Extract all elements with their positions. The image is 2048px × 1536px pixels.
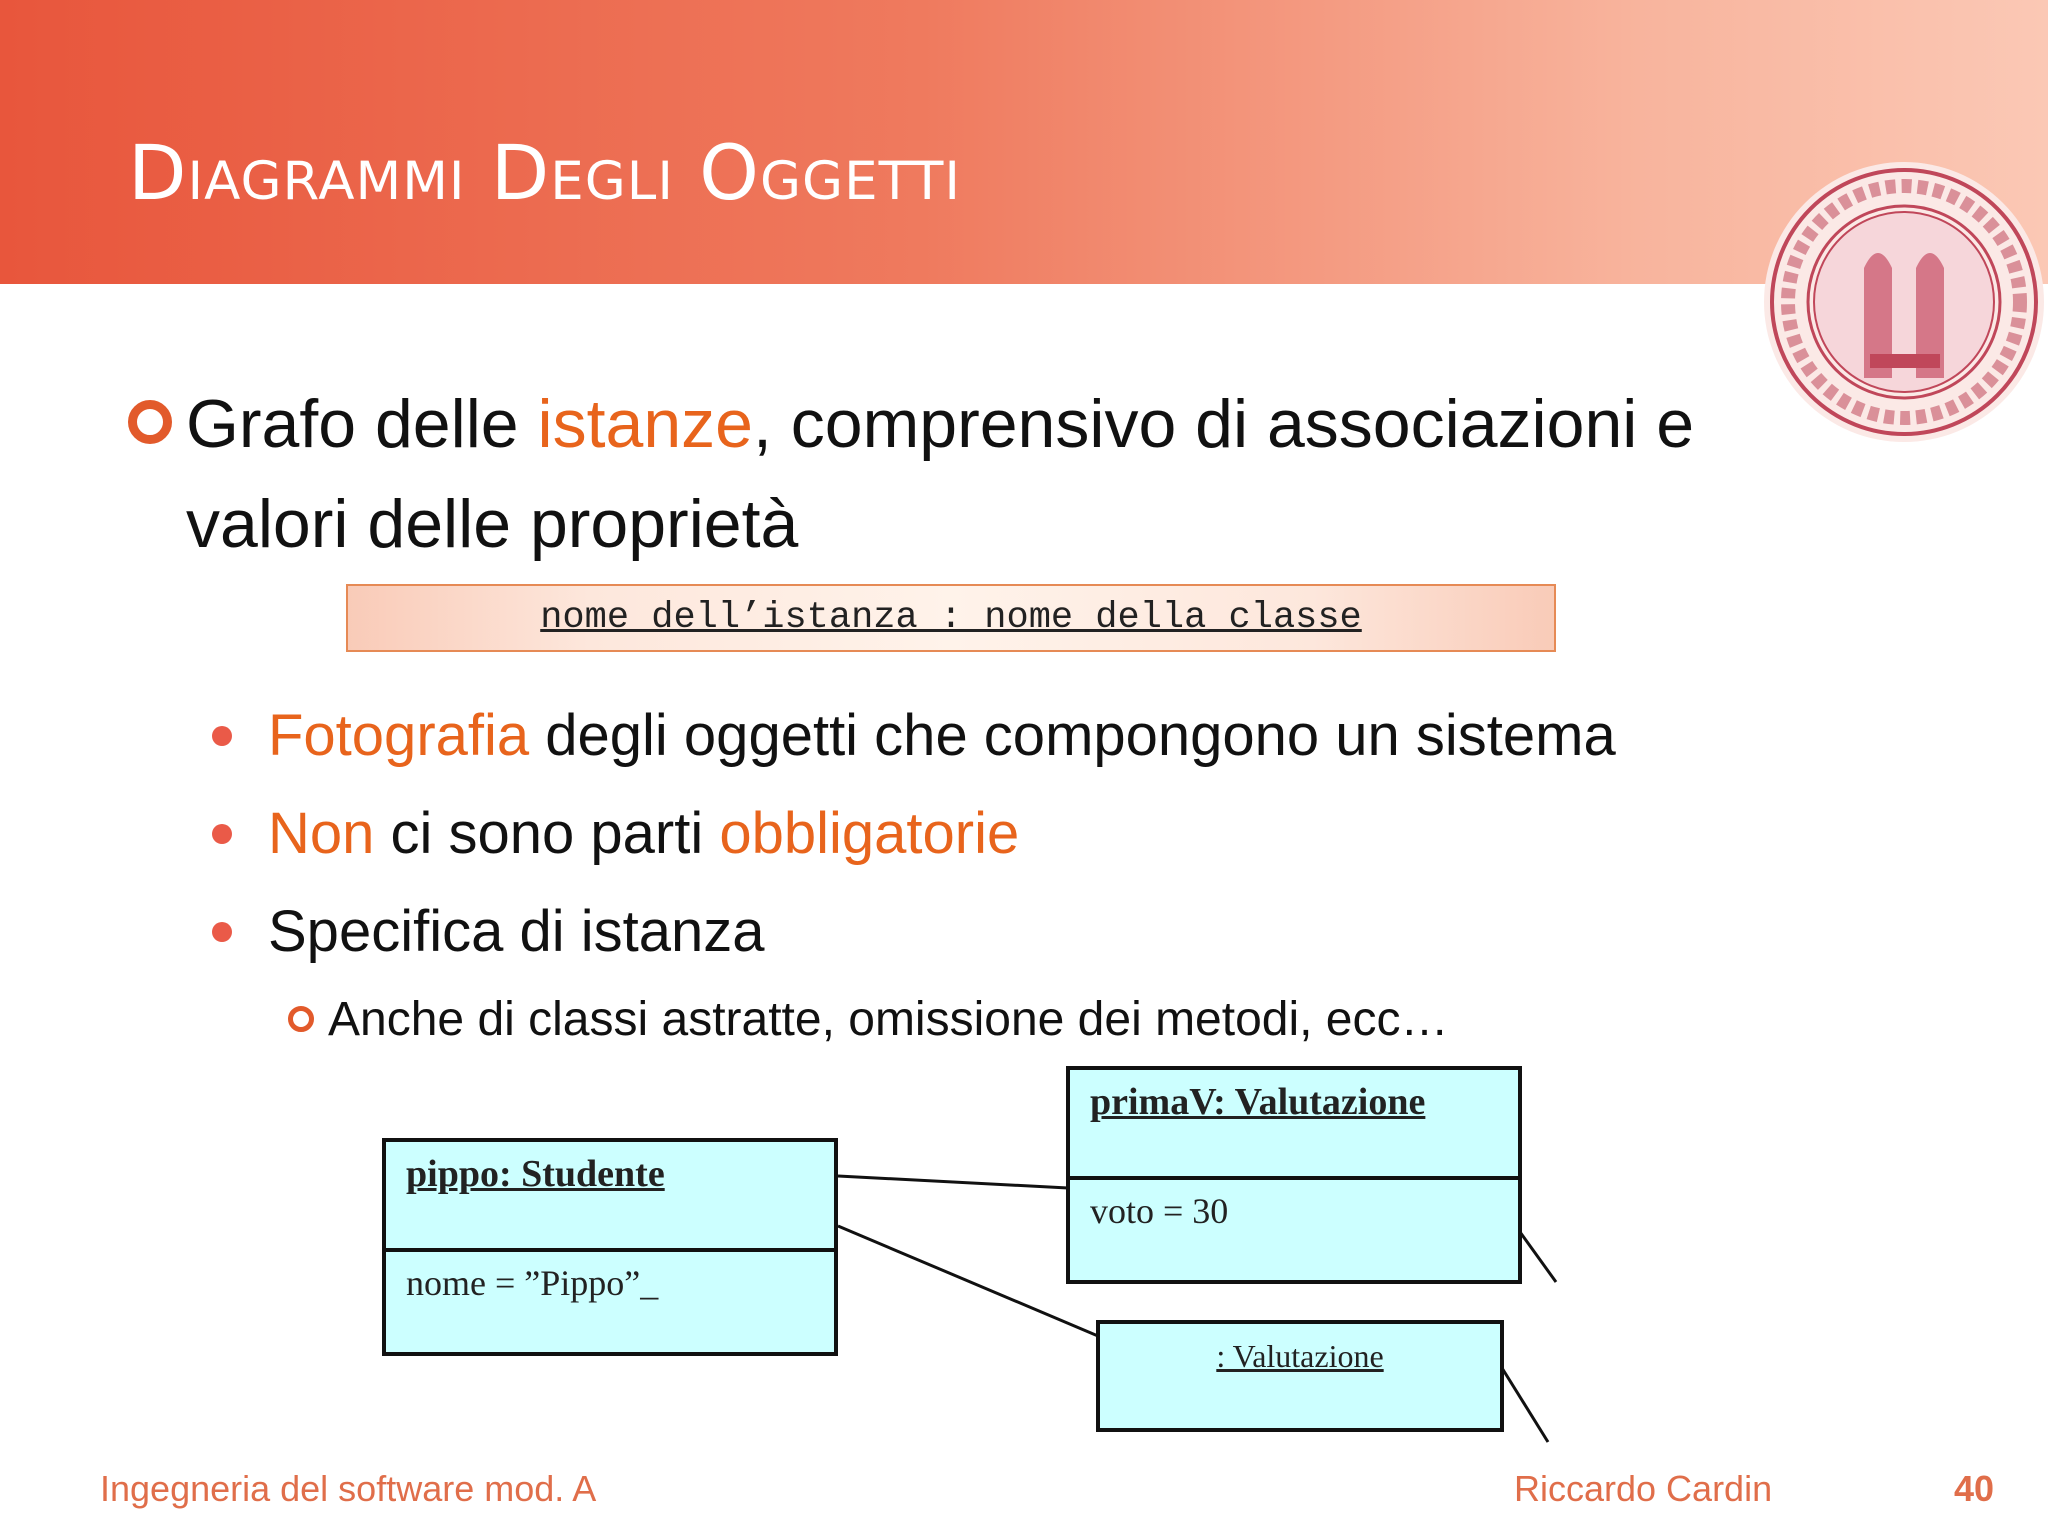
link-primaV-out	[1520, 1232, 1556, 1282]
object-attribute: nome = ”Pippo”_	[406, 1263, 659, 1303]
object-pippo-studente	[382, 1138, 838, 1356]
link-student-primaV	[838, 1176, 1068, 1188]
object-name: primaV: Valutazione	[1090, 1081, 1426, 1123]
instance-notation-text: nome dell’istanza : nome della classe	[540, 597, 1362, 639]
highlight-istanze: istanze	[537, 386, 753, 462]
object-attribute: voto = 30	[1090, 1191, 1229, 1231]
object-name: : Valutazione	[1216, 1338, 1384, 1374]
footer-course: Ingegneria del software mod. A	[100, 1468, 597, 1509]
footer-author: Riccardo Cardin	[1514, 1468, 1773, 1509]
link-student-valutazione	[838, 1226, 1098, 1336]
page-number: 40	[1954, 1468, 1995, 1509]
link-valutazione-out	[1502, 1368, 1548, 1442]
slide-title: Diagrammi Degli Oggetti	[128, 128, 962, 217]
main-bullet-text: Grafo delle istanze, comprensivo di associazioni e valori delle proprietà	[186, 386, 1695, 562]
object-primaV-valutazione	[1066, 1066, 1522, 1284]
object-name: pippo: Studente	[406, 1153, 665, 1195]
object-anonymous-valutazione	[1096, 1320, 1504, 1432]
